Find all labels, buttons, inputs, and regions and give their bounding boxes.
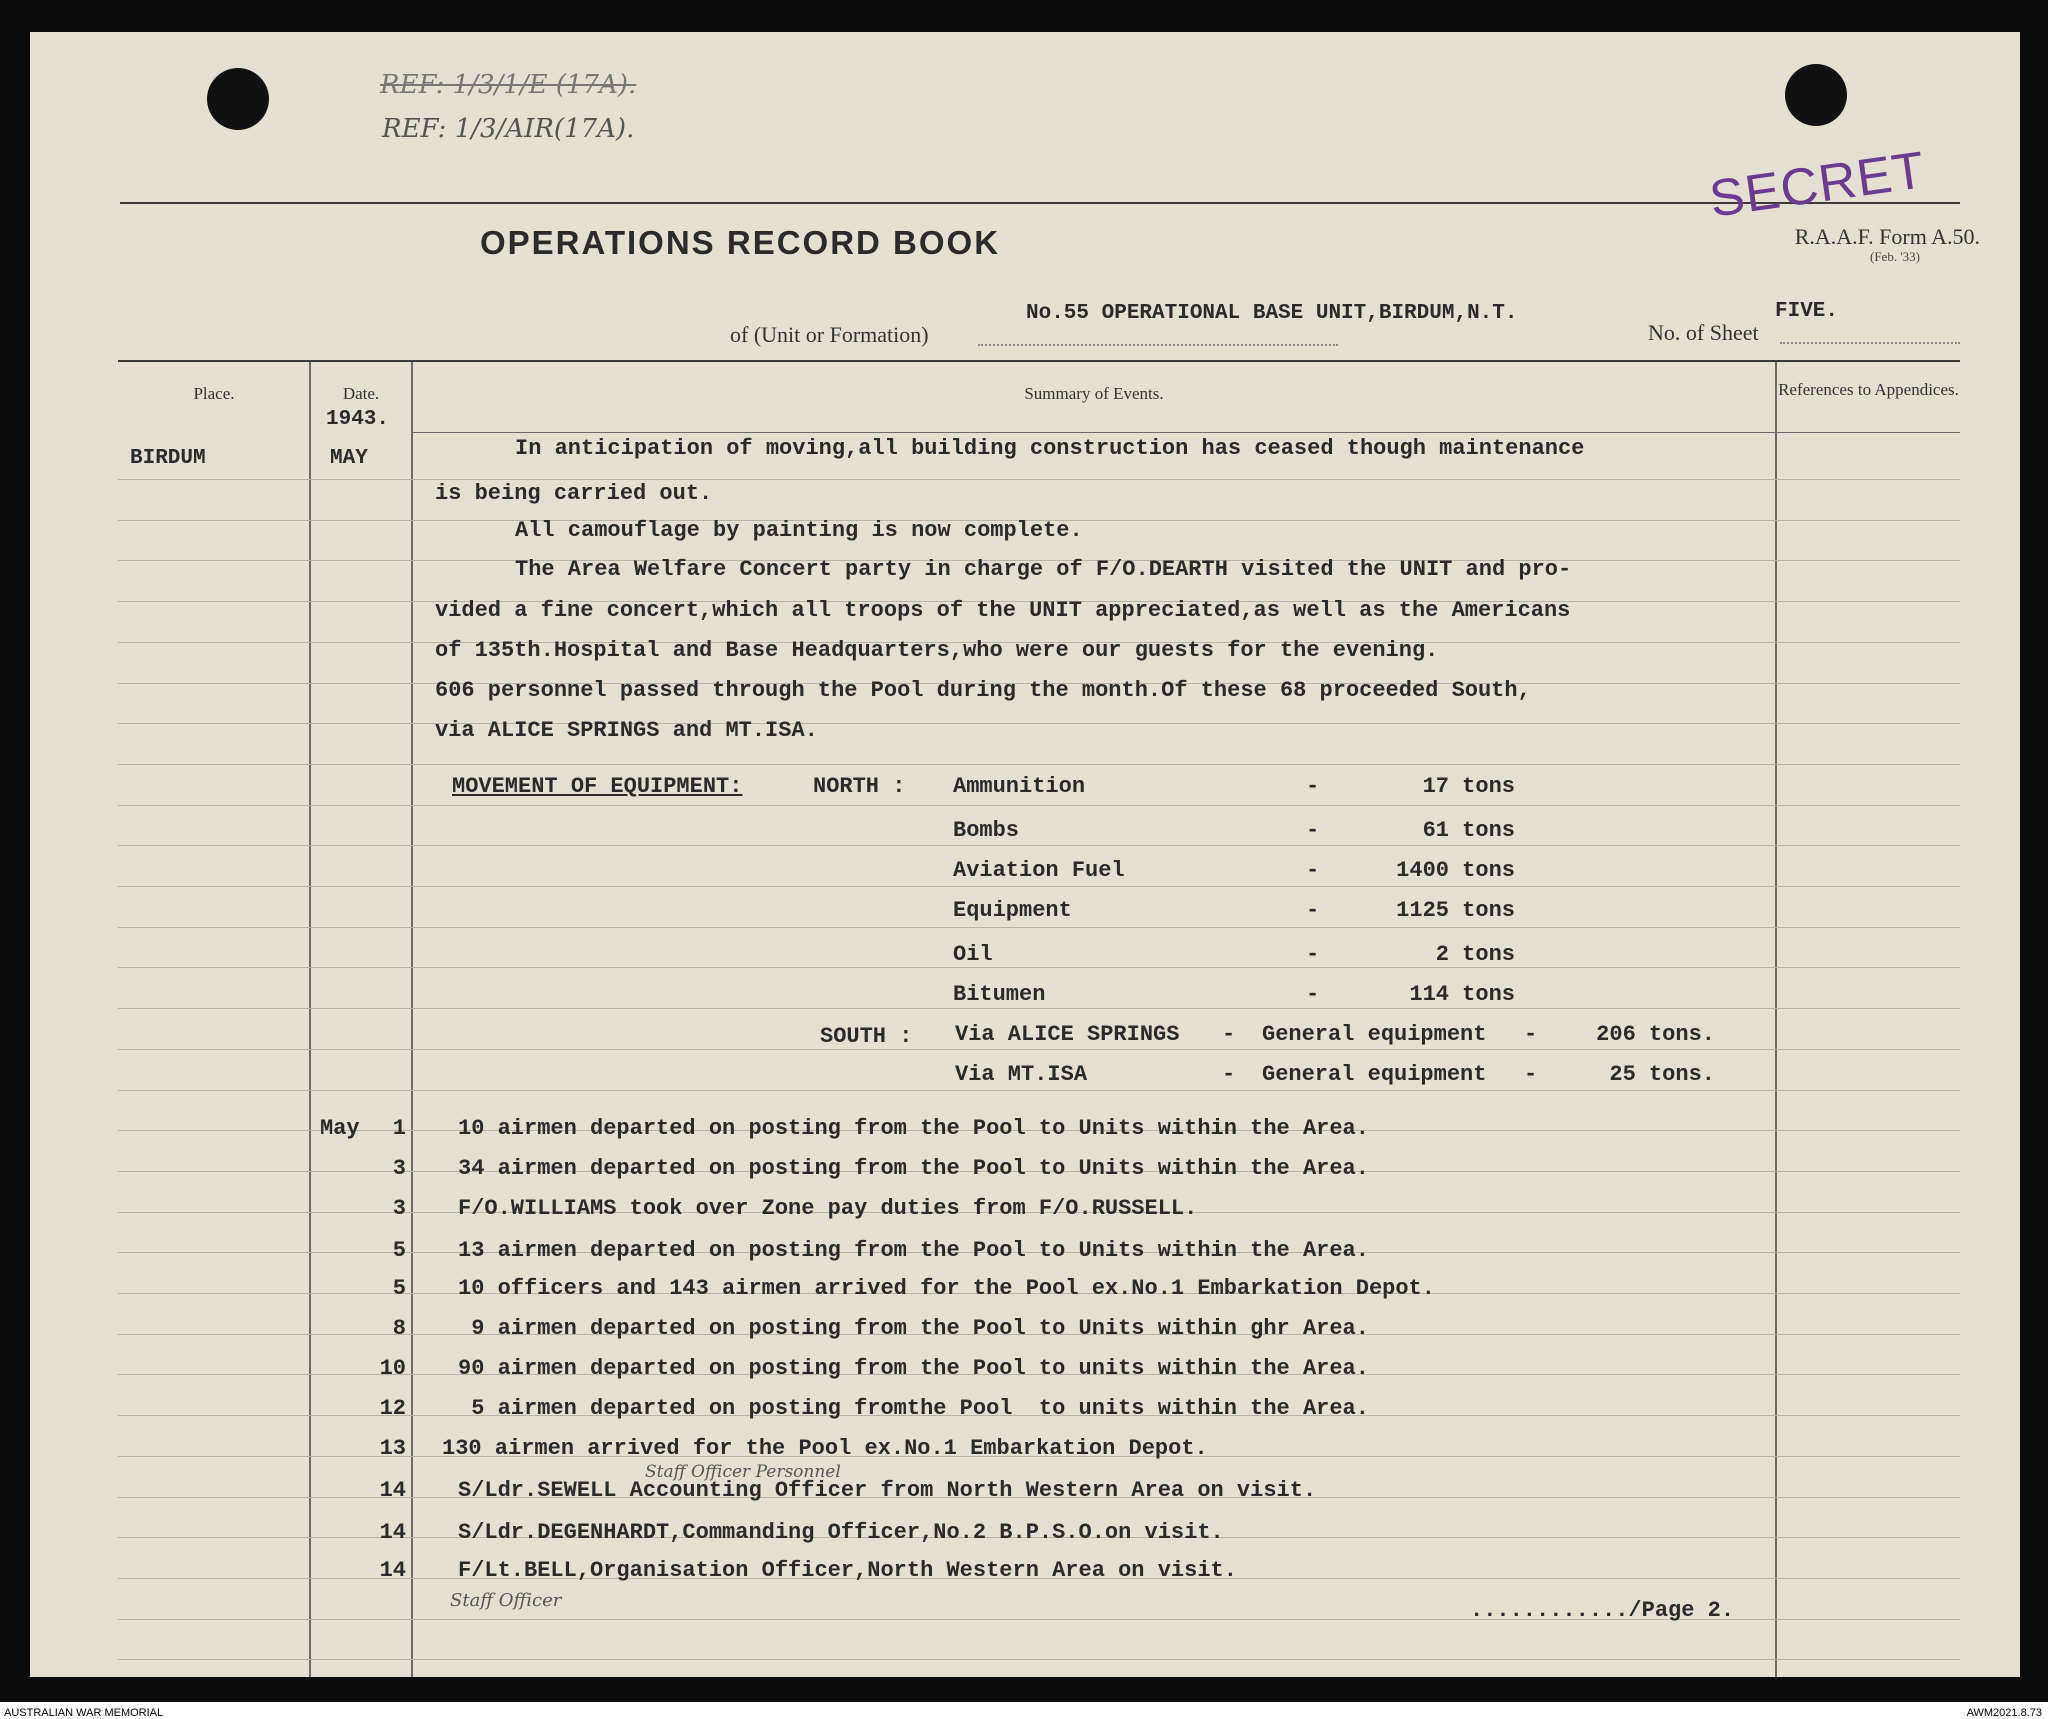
entry-text: 34 airmen departed on posting from the Pool to Units within the Area.	[458, 1156, 1369, 1181]
north-item: Ammunition	[953, 774, 1086, 799]
north-dash: -	[1306, 818, 1320, 843]
narrative-line: is being carried out.	[435, 481, 713, 506]
entry-text: S/Ldr.SEWELL Accounting Officer from North Western Area on visit.	[458, 1478, 1317, 1503]
narrative-line: All camouflage by painting is now complete.	[515, 518, 1083, 543]
ruled-line	[118, 1090, 1960, 1091]
entry-text: 130 airmen arrived for the Pool ex.No.1 Embarkation Depot.	[442, 1436, 1208, 1461]
handwritten-ref-struck: REF: 1/3/1/E (17A).	[380, 70, 637, 100]
narrative-line: of 135th.Hospital and Base Headquarters,who were our guests for the evening.	[435, 638, 1439, 663]
top-rule	[120, 202, 1960, 204]
place-value: BIRDUM	[130, 447, 206, 470]
form-number: R.A.A.F. Form A.50.	[1794, 224, 1980, 249]
south-desc: General equipment	[1262, 1022, 1487, 1047]
south-qty: 206 tons.	[1596, 1022, 1715, 1047]
north-dash: -	[1306, 942, 1320, 967]
south-label: SOUTH :	[820, 1024, 913, 1049]
north-qty: 1400 tons	[1396, 858, 1515, 883]
punch-hole-left	[207, 68, 269, 130]
south-dash: -	[1524, 1062, 1538, 1087]
narrative-line: 606 personnel passed through the Pool during the month.Of these 68 proceeded South,	[435, 678, 1531, 703]
ruled-line	[118, 886, 1960, 887]
sheet-label: No. of Sheet	[1648, 320, 1759, 345]
place-header: Place.	[193, 384, 235, 403]
summary-header: Summary of Events.	[1024, 384, 1164, 403]
entry-day: 5	[392, 1238, 406, 1263]
unit-dotted-line	[978, 344, 1338, 346]
north-item: Equipment	[953, 898, 1072, 923]
ruled-line	[118, 1659, 1960, 1660]
north-qty: 61 tons	[1422, 818, 1515, 843]
header-rule-references	[1777, 432, 1960, 433]
entry-day: 14	[379, 1520, 406, 1545]
punch-hole-right	[1785, 64, 1847, 126]
north-dash: -	[1306, 858, 1320, 883]
ruled-line	[118, 845, 1960, 846]
entry-text: F/Lt.BELL,Organisation Officer,North Western Area on visit.	[458, 1558, 1237, 1583]
north-item: Oil	[953, 942, 993, 967]
entry-day: 14	[379, 1558, 406, 1583]
secret-stamp: SECRET	[1705, 141, 1929, 229]
handwritten-ref: REF: 1/3/AIR(17A).	[382, 114, 635, 144]
entry-text: 9 airmen departed on posting from the Pool to Units within ghr Area.	[458, 1316, 1369, 1341]
south-dash: -	[1524, 1022, 1538, 1047]
archive-accession: AWM2021.8.73	[1966, 1707, 2042, 1719]
south-desc: General equipment	[1262, 1062, 1487, 1087]
ruled-line	[118, 1049, 1960, 1050]
entry-day: 13	[379, 1436, 406, 1461]
south-qty: 25 tons.	[1609, 1062, 1715, 1087]
handwritten-annotation-above: Staff Officer Personnel	[645, 1462, 841, 1482]
archive-credit: AUSTRALIAN WAR MEMORIAL	[4, 1707, 164, 1719]
ruled-line	[118, 764, 1960, 765]
date-header: Date.	[342, 384, 380, 403]
north-qty: 114 tons	[1409, 982, 1515, 1007]
entry-text: S/Ldr.DEGENHARDT,Commanding Officer,No.2 B.P.S.O.on visit.	[458, 1520, 1224, 1545]
north-item: Aviation Fuel	[953, 858, 1125, 883]
north-qty: 17 tons	[1422, 774, 1515, 799]
year-label: 1943.	[326, 408, 390, 431]
entry-text: 90 airmen departed on posting from the Pool to units within the Area.	[458, 1356, 1369, 1381]
form-title: OPERATIONS RECORD BOOK	[479, 224, 1001, 261]
entry-text: 10 officers and 143 airmen arrived for the Pool ex.No.1 Embarkation Depot.	[458, 1276, 1435, 1301]
north-qty: 1125 tons	[1396, 898, 1515, 923]
entry-day: 3	[392, 1156, 406, 1181]
table-top-rule	[118, 360, 1960, 362]
document-page	[30, 32, 2020, 1677]
north-label: NORTH :	[813, 774, 906, 799]
north-dash: -	[1306, 982, 1320, 1007]
north-dash: -	[1306, 774, 1320, 799]
ruled-line	[118, 805, 1960, 806]
movement-label: MOVEMENT OF EQUIPMENT:	[452, 774, 743, 799]
page-continuation: ............/Page 2.	[1470, 1598, 1735, 1623]
entry-day: 10	[379, 1356, 406, 1381]
ruled-line	[118, 927, 1960, 928]
narrative-line: via ALICE SPRINGS and MT.ISA.	[435, 718, 818, 743]
unit-label: of (Unit or Formation)	[730, 322, 929, 347]
north-item: Bitumen	[953, 982, 1046, 1007]
narrative-line: The Area Welfare Concert party in charge of F/O.DEARTH visited the UNIT and pro-	[515, 557, 1572, 582]
south-via: Via MT.ISA	[955, 1062, 1088, 1087]
entry-day: 1	[392, 1116, 406, 1141]
unit-value: No.55 OPERATIONAL BASE UNIT,BIRDUM,N.T.	[1026, 302, 1518, 325]
entry-month: May	[320, 1116, 360, 1141]
month-value: MAY	[330, 447, 368, 470]
entry-day: 3	[392, 1196, 406, 1221]
south-via: Via ALICE SPRINGS	[955, 1022, 1180, 1047]
north-qty: 2 tons	[1435, 942, 1515, 967]
entry-text: 13 airmen departed on posting from the Pool to Units within the Area.	[458, 1238, 1369, 1263]
south-dash: -	[1222, 1062, 1236, 1087]
form-date: (Feb. '33)	[1869, 249, 1920, 264]
entry-day: 14	[379, 1478, 406, 1503]
header-rule-summary	[411, 432, 1775, 433]
entry-text: 5 airmen departed on posting fromthe Pool to units within the Area.	[458, 1396, 1369, 1421]
narrative-line: In anticipation of moving,all building construction has ceased though maintenance	[515, 436, 1585, 461]
entry-day: 8	[392, 1316, 406, 1341]
handwritten-annotation-below: Staff Officer	[450, 1590, 562, 1611]
entry-text: F/O.WILLIAMS took over Zone pay duties from F/O.RUSSELL.	[458, 1196, 1198, 1221]
south-dash: -	[1222, 1022, 1236, 1047]
entry-day: 5	[392, 1276, 406, 1301]
sheet-dotted-line	[1780, 342, 1960, 344]
references-header: References to Appendices.	[1778, 380, 1959, 399]
north-item: Bombs	[953, 818, 1020, 843]
north-dash: -	[1306, 898, 1320, 923]
entry-day: 12	[379, 1396, 406, 1421]
narrative-line: vided a fine concert,which all troops of the UNIT appreciated,as well as the Americans	[435, 598, 1571, 623]
ruled-line	[118, 723, 1960, 724]
sheet-value: FIVE.	[1775, 300, 1839, 323]
ruled-line	[118, 479, 1960, 480]
entry-text: 10 airmen departed on posting from the Pool to Units within the Area.	[458, 1116, 1369, 1141]
ruled-line	[118, 1008, 1960, 1009]
ruled-line	[118, 967, 1960, 968]
